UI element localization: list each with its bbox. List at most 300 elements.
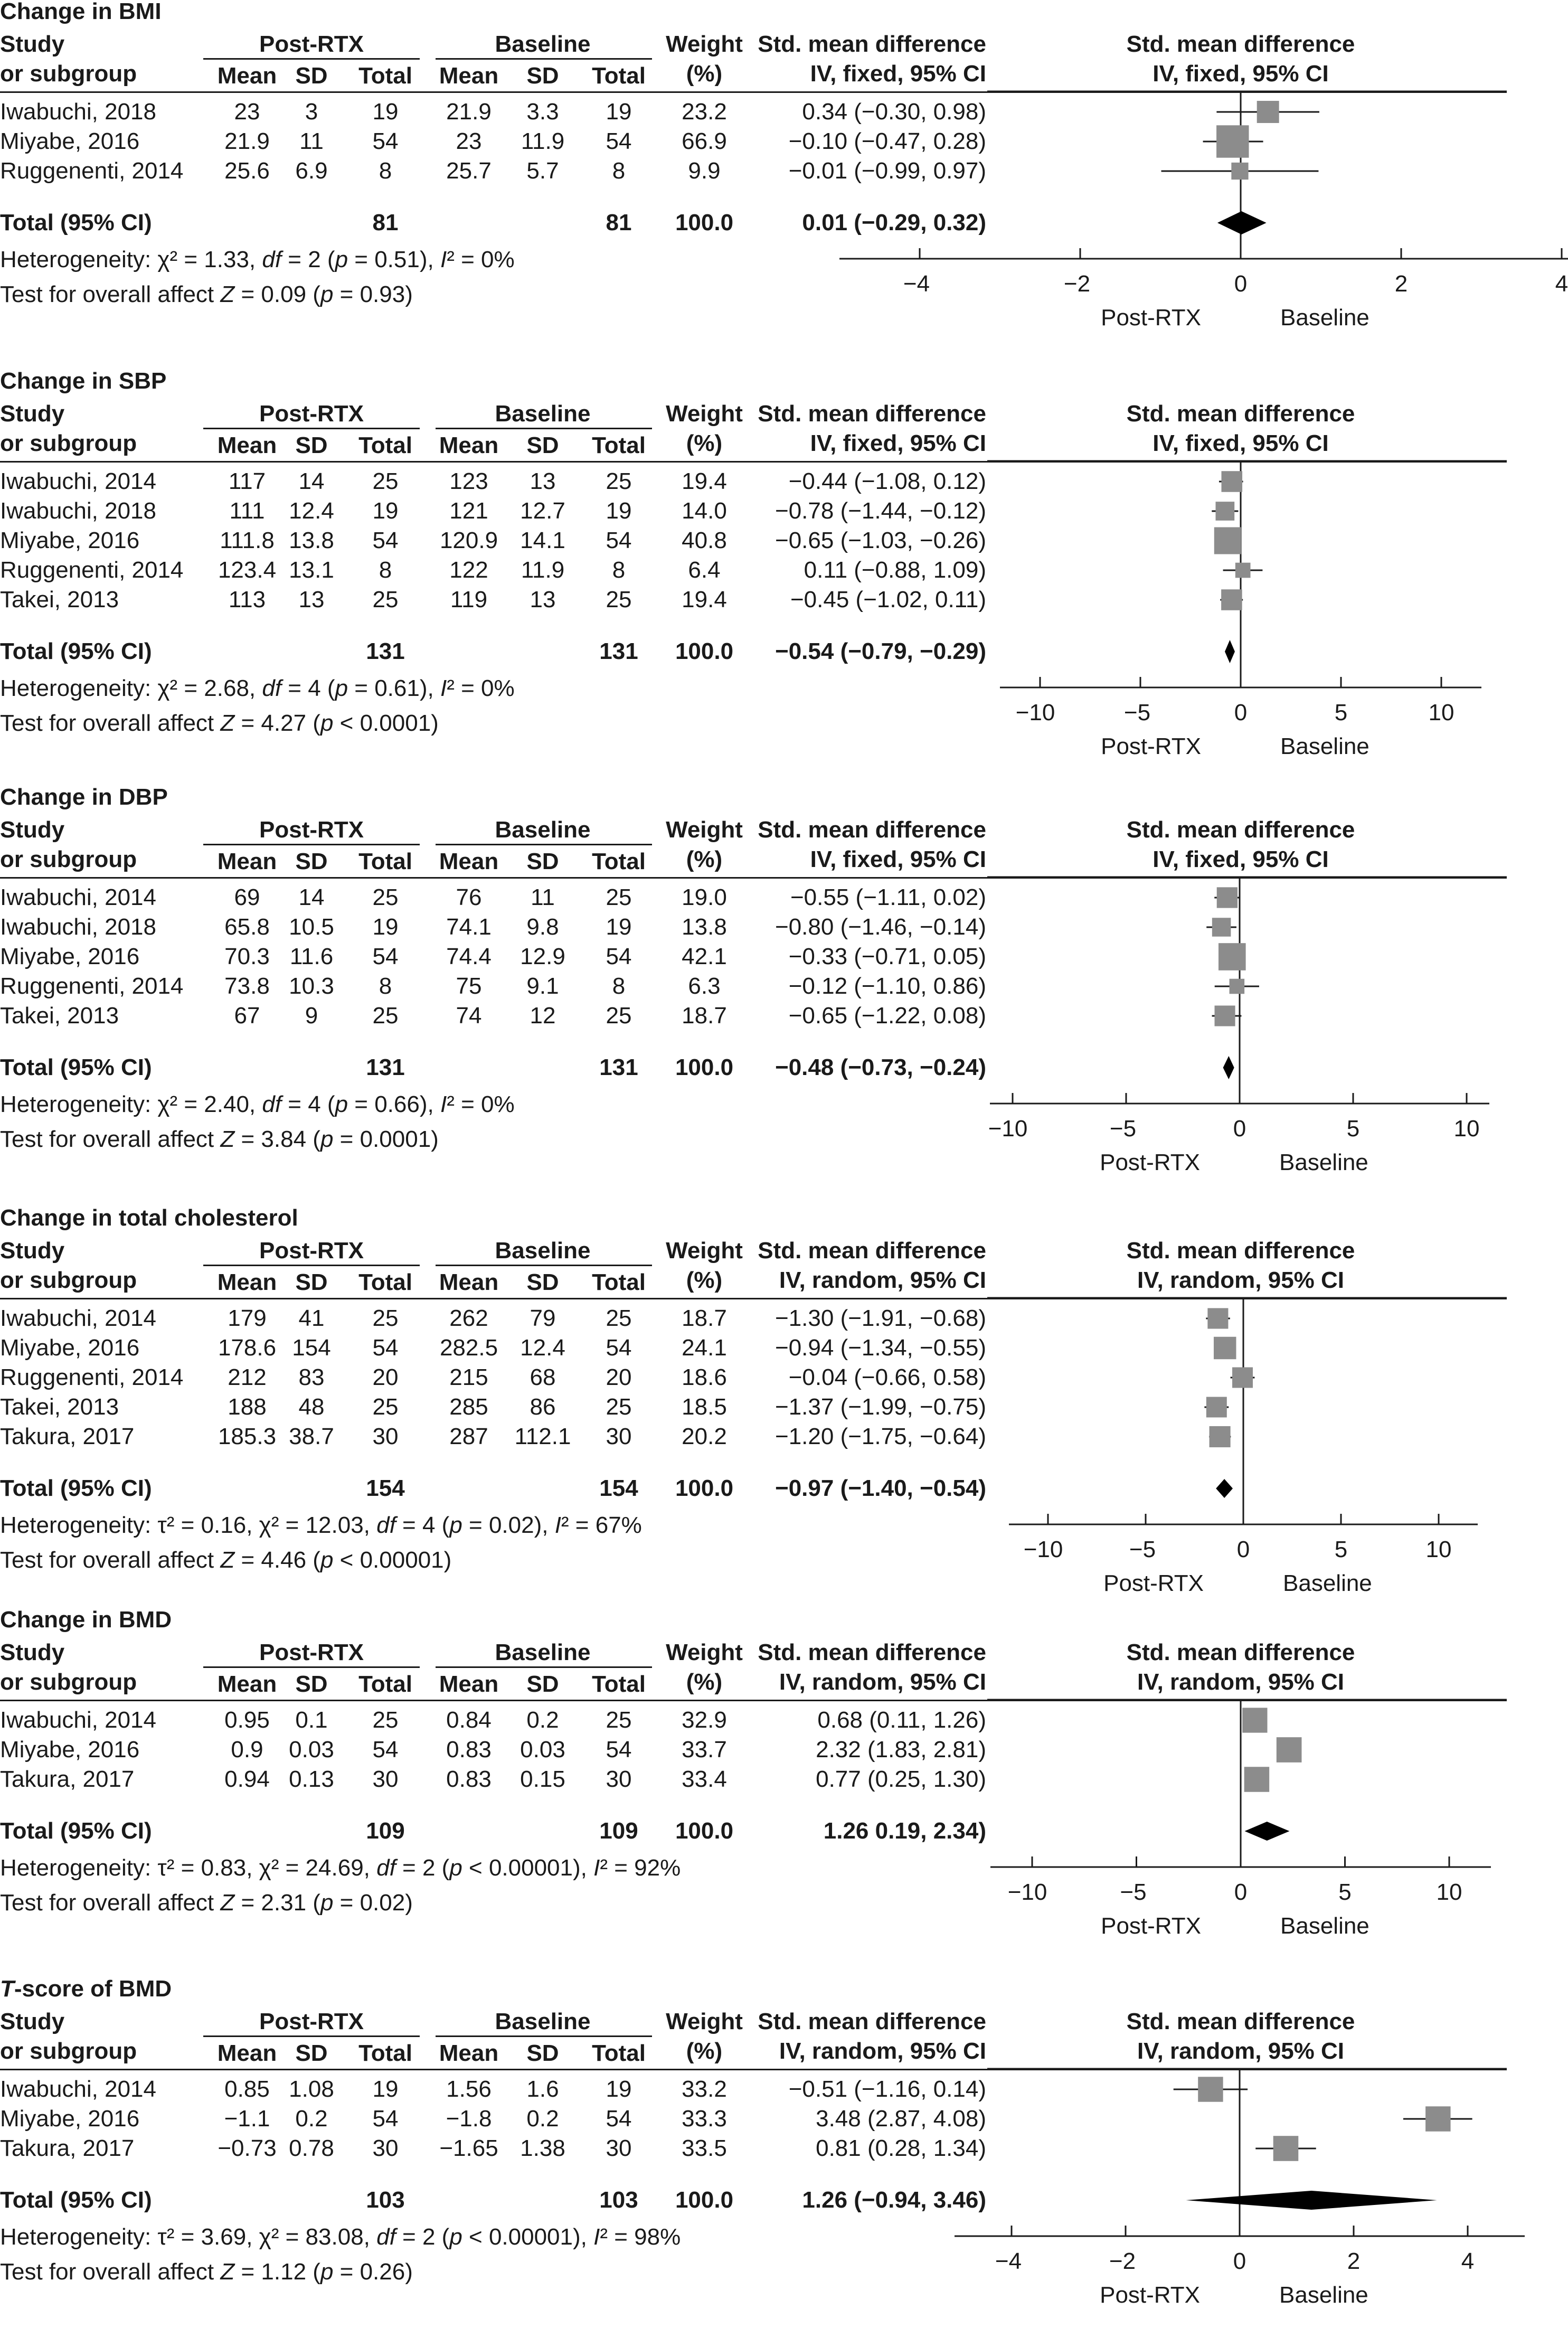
header-group1: Post-RTX <box>259 2009 364 2034</box>
header-weight: Weight <box>666 1639 743 1665</box>
x-tick-label: 5 <box>1338 1879 1352 1905</box>
forest-panel <box>0 1608 1507 1978</box>
header-ci: IV, fixed, 95% CI <box>810 61 986 87</box>
cell-total2: 25 <box>606 1003 632 1029</box>
plot-header-ci: IV, fixed, 95% CI <box>1153 430 1329 456</box>
cell-sd1: 10.3 <box>289 973 334 999</box>
heterogeneity: Heterogeneity: χ² = 2.40, df = 4 (p = 0.66), I² = 0% <box>0 1091 515 1117</box>
cell-sd1: 6.9 <box>295 158 328 184</box>
cell-sd2: 14.1 <box>520 527 565 553</box>
study-marker <box>1425 2106 1450 2131</box>
study-name: Iwabuchi, 2014 <box>0 1305 156 1331</box>
axis-label-left: Post-RTX <box>1101 1913 1201 1939</box>
x-tick-label: −10 <box>1015 700 1055 725</box>
x-tick-label: 2 <box>1347 2248 1361 2274</box>
study-marker <box>1215 1005 1235 1026</box>
cell-ci: −0.78 (−1.44, −0.12) <box>775 498 986 524</box>
study-marker <box>1232 1367 1253 1388</box>
header-total: Total <box>592 1269 646 1295</box>
axis-label-right: Baseline <box>1279 1149 1368 1175</box>
cell-mean1: −1.1 <box>224 2106 270 2132</box>
plot-header-smd: Std. mean difference <box>1126 1639 1355 1665</box>
forest-panel <box>0 1205 1507 1596</box>
cell-ci: 3.48 (2.87, 4.08) <box>816 2106 986 2132</box>
total-n2: 131 <box>599 638 638 664</box>
header-study: Study <box>0 1238 65 1264</box>
cell-mean2: 123 <box>449 468 488 494</box>
heterogeneity: Heterogeneity: χ² = 2.68, df = 4 (p = 0.61), I² = 0% <box>0 675 515 701</box>
study-marker <box>1216 125 1249 157</box>
cell-total2: 25 <box>606 1394 632 1420</box>
cell-total1: 8 <box>379 973 392 999</box>
cell-mean1: 117 <box>228 468 266 494</box>
header-weight: Weight <box>666 2009 743 2034</box>
cell-weight: 13.8 <box>682 914 727 940</box>
study-marker <box>1221 589 1242 610</box>
cell-weight: 18.6 <box>682 1364 727 1390</box>
cell-sd2: 12.4 <box>520 1335 565 1361</box>
cell-total2: 25 <box>606 587 632 612</box>
header-total: Total <box>358 63 412 89</box>
header-weight-unit: (%) <box>686 2038 723 2064</box>
header-mean: Mean <box>217 1671 277 1697</box>
cell-weight: 18.5 <box>682 1394 727 1420</box>
cell-total2: 54 <box>606 944 632 969</box>
axis-label-right: Baseline <box>1280 305 1369 331</box>
cell-mean1: 179 <box>228 1305 267 1331</box>
cell-sd2: 12 <box>530 1003 556 1029</box>
overall-effect: Test for overall affect Z = 3.84 (p = 0.0001) <box>0 1126 439 1152</box>
cell-weight: 33.2 <box>682 2076 727 2102</box>
x-tick-label: 0 <box>1233 2248 1246 2274</box>
total-weight: 100.0 <box>675 638 734 664</box>
study-marker <box>1277 1737 1302 1762</box>
header-total: Total <box>592 1671 646 1697</box>
cell-weight: 20.2 <box>682 1424 727 1449</box>
header-ci: IV, fixed, 95% CI <box>810 846 986 872</box>
cell-total2: 19 <box>606 914 632 940</box>
panel-title: Change in BMI <box>0 0 162 24</box>
study-name: Miyabe, 2016 <box>0 1335 140 1361</box>
cell-mean2: 215 <box>449 1364 488 1390</box>
x-tick-label: 2 <box>1394 271 1408 297</box>
total-ci: 0.01 (−0.29, 0.32) <box>802 210 986 235</box>
study-marker <box>1273 2136 1299 2161</box>
cell-total2: 20 <box>606 1364 632 1390</box>
header-weight-unit: (%) <box>686 1267 723 1293</box>
x-tick-label: 10 <box>1453 1116 1480 1142</box>
cell-sd1: 0.78 <box>289 2135 334 2161</box>
cell-sd2: 1.6 <box>526 2076 559 2102</box>
header-total: Total <box>358 849 412 874</box>
cell-sd1: 14 <box>298 468 325 494</box>
header-sd: SD <box>526 849 559 874</box>
x-tick-label: −5 <box>1123 700 1151 725</box>
x-tick-label: 0 <box>1234 700 1248 725</box>
cell-mean2: 285 <box>449 1394 488 1420</box>
cell-ci: −1.30 (−1.91, −0.68) <box>775 1305 986 1331</box>
total-n2: 103 <box>599 2187 638 2213</box>
header-mean: Mean <box>217 1269 277 1295</box>
cell-sd2: 12.9 <box>520 944 565 969</box>
study-marker <box>1212 918 1231 937</box>
cell-total2: 30 <box>606 1424 632 1449</box>
cell-sd1: 12.4 <box>289 498 334 524</box>
total-n2: 81 <box>606 210 632 235</box>
axis-label-left: Post-RTX <box>1101 305 1201 331</box>
total-weight: 100.0 <box>675 1054 734 1080</box>
cell-total2: 54 <box>606 1737 632 1762</box>
cell-sd2: 11 <box>531 884 555 910</box>
forest-plot-area <box>0 786 1507 1155</box>
overall-effect: Test for overall affect Z = 2.31 (p = 0.02) <box>0 1890 413 1916</box>
cell-total2: 19 <box>606 498 632 524</box>
study-name: Takura, 2017 <box>0 1766 135 1792</box>
cell-total1: 25 <box>372 1305 399 1331</box>
cell-mean2: 282.5 <box>439 1335 498 1361</box>
header-weight: Weight <box>666 401 743 427</box>
cell-total2: 25 <box>606 1305 632 1331</box>
header-sd: SD <box>526 1269 559 1295</box>
plot-header-smd: Std. mean difference <box>1126 2009 1355 2034</box>
header-mean: Mean <box>217 432 277 458</box>
study-marker <box>1222 471 1243 492</box>
forest-panel <box>0 784 1507 1175</box>
study-marker <box>1235 563 1251 578</box>
cell-mean2: 0.84 <box>446 1707 492 1733</box>
cell-total2: 25 <box>606 468 632 494</box>
cell-mean2: −1.8 <box>446 2106 492 2132</box>
cell-total1: 54 <box>372 1335 399 1361</box>
cell-mean1: −0.73 <box>218 2135 277 2161</box>
cell-total2: 19 <box>606 99 632 125</box>
heterogeneity: Heterogeneity: τ² = 3.69, χ² = 83.08, df = 2 (p < 0.00001), I² = 98% <box>0 2224 681 2250</box>
cell-total1: 25 <box>372 587 399 612</box>
cell-ci: −0.33 (−0.71, 0.05) <box>788 944 986 969</box>
header-ci: IV, random, 95% CI <box>779 1669 986 1695</box>
cell-ci: −0.51 (−1.16, 0.14) <box>788 2076 986 2102</box>
x-tick-label: 5 <box>1334 700 1348 725</box>
header-group2: Baseline <box>495 401 591 427</box>
x-tick-label: 10 <box>1436 1879 1462 1905</box>
total-n1: 81 <box>372 210 399 235</box>
x-tick-label: 10 <box>1425 1537 1452 1562</box>
cell-mean1: 185.3 <box>218 1424 277 1449</box>
header-mean: Mean <box>439 63 499 89</box>
cell-sd2: 1.38 <box>520 2135 565 2161</box>
cell-mean1: 111.8 <box>220 527 275 553</box>
cell-weight: 18.7 <box>682 1003 727 1029</box>
header-sd: SD <box>295 849 328 874</box>
study-name: Takura, 2017 <box>0 1424 135 1449</box>
study-marker <box>1198 2077 1223 2101</box>
study-marker <box>1257 101 1279 123</box>
study-marker <box>1207 1308 1228 1328</box>
cell-total2: 8 <box>612 158 626 184</box>
cell-mean1: 113 <box>228 587 266 612</box>
header-weight: Weight <box>666 817 743 843</box>
panel-title: Change in total cholesterol <box>0 1205 298 1231</box>
cell-total1: 25 <box>372 468 399 494</box>
cell-total1: 54 <box>372 527 399 553</box>
forest-panel <box>0 1977 1507 2347</box>
heterogeneity: Heterogeneity: τ² = 0.16, χ² = 12.03, df = 4 (p = 0.02), I² = 67% <box>0 1512 642 1538</box>
x-tick-label: 0 <box>1234 271 1248 297</box>
cell-mean2: 74.1 <box>446 914 492 940</box>
cell-total2: 54 <box>606 2106 632 2132</box>
study-marker <box>1244 1767 1270 1792</box>
header-smd: Std. mean difference <box>758 401 986 427</box>
cell-ci: −1.37 (−1.99, −0.75) <box>775 1394 986 1420</box>
header-total: Total <box>592 432 646 458</box>
cell-ci: −0.10 (−0.47, 0.28) <box>788 128 986 154</box>
study-name: Iwabuchi, 2014 <box>0 1707 156 1733</box>
overall-effect: Test for overall affect Z = 4.27 (p < 0.0001) <box>0 710 439 736</box>
cell-total1: 19 <box>372 498 399 524</box>
header-group1: Post-RTX <box>259 401 364 427</box>
cell-weight: 33.3 <box>682 2106 727 2132</box>
cell-sd1: 41 <box>298 1305 325 1331</box>
cell-total1: 54 <box>372 1737 399 1762</box>
panel-title: Change in SBP <box>0 368 167 394</box>
cell-mean1: 25.6 <box>224 158 270 184</box>
cell-mean2: 0.83 <box>446 1737 492 1762</box>
overall-effect: Test for overall affect Z = 4.46 (p < 0.00001) <box>0 1547 452 1573</box>
cell-weight: 32.9 <box>682 1707 727 1733</box>
header-study: Study <box>0 401 65 427</box>
x-tick-label: −5 <box>1129 1537 1156 1562</box>
cell-sd2: 0.2 <box>526 2106 559 2132</box>
header-mean: Mean <box>217 63 277 89</box>
cell-total2: 8 <box>612 557 626 583</box>
cell-sd1: 14 <box>298 884 325 910</box>
header-mean: Mean <box>217 849 277 874</box>
cell-total1: 8 <box>379 158 392 184</box>
cell-mean1: 69 <box>234 884 260 910</box>
total-label: Total (95% CI) <box>0 210 152 235</box>
forest-plot-area <box>0 370 1507 739</box>
cell-sd2: 5.7 <box>526 158 559 184</box>
forest-panel <box>0 0 1568 370</box>
cell-ci: −0.65 (−1.22, 0.08) <box>788 1003 986 1029</box>
cell-ci: −1.20 (−1.75, −0.64) <box>775 1424 986 1449</box>
header-subgroup: or subgroup <box>0 846 137 872</box>
study-name: Ruggenenti, 2014 <box>0 158 184 184</box>
total-label: Total (95% CI) <box>0 1054 152 1080</box>
pooled-diamond <box>1217 211 1267 234</box>
overall-effect: Test for overall affect Z = 0.09 (p = 0.93) <box>0 281 413 307</box>
header-sd: SD <box>526 63 559 89</box>
cell-sd1: 154 <box>292 1335 331 1361</box>
cell-mean1: 0.9 <box>231 1737 263 1762</box>
header-mean: Mean <box>439 1269 499 1295</box>
header-sd: SD <box>526 1671 559 1697</box>
study-name: Ruggenenti, 2014 <box>0 557 184 583</box>
cell-mean2: 287 <box>449 1424 488 1449</box>
pooled-diamond <box>1245 1822 1290 1841</box>
cell-sd2: 0.2 <box>526 1707 559 1733</box>
cell-ci: −0.45 (−1.02, 0.11) <box>790 587 986 612</box>
study-name: Iwabuchi, 2014 <box>0 2076 156 2102</box>
header-group1: Post-RTX <box>259 817 364 843</box>
cell-weight: 33.5 <box>682 2135 727 2161</box>
cell-weight: 42.1 <box>682 944 727 969</box>
cell-weight: 6.4 <box>688 557 721 583</box>
cell-sd1: 83 <box>298 1364 325 1390</box>
cell-mean1: 0.94 <box>224 1766 270 1792</box>
total-n2: 109 <box>599 1818 638 1844</box>
total-n1: 131 <box>366 638 405 664</box>
cell-ci: −0.01 (−0.99, 0.97) <box>788 158 986 184</box>
study-name: Takei, 2013 <box>0 1394 119 1420</box>
cell-mean2: 25.7 <box>446 158 492 184</box>
total-ci: −0.97 (−1.40, −0.54) <box>775 1475 986 1501</box>
total-ci: 1.26 (−0.94, 3.46) <box>802 2187 986 2213</box>
total-ci: −0.54 (−0.79, −0.29) <box>775 638 986 664</box>
cell-sd1: 1.08 <box>289 2076 334 2102</box>
cell-mean2: 76 <box>456 884 482 910</box>
panel-title: T-score of BMD <box>0 1976 172 2002</box>
study-marker <box>1216 502 1235 521</box>
cell-sd1: 11 <box>299 128 324 154</box>
cell-total2: 8 <box>612 973 626 999</box>
cell-mean2: 1.56 <box>446 2076 492 2102</box>
pooled-diamond <box>1186 2191 1437 2210</box>
cell-total2: 54 <box>606 527 632 553</box>
cell-total1: 8 <box>379 557 392 583</box>
cell-total2: 25 <box>606 884 632 910</box>
cell-mean2: 119 <box>450 587 488 612</box>
plot-header-ci: IV, fixed, 95% CI <box>1153 61 1329 87</box>
x-tick-label: 0 <box>1234 1879 1248 1905</box>
total-label: Total (95% CI) <box>0 638 152 664</box>
cell-mean2: 74.4 <box>446 944 492 969</box>
cell-sd1: 11.6 <box>289 944 334 969</box>
header-weight-unit: (%) <box>686 430 723 456</box>
cell-sd1: 48 <box>298 1394 325 1420</box>
header-subgroup: or subgroup <box>0 61 137 87</box>
cell-ci: −0.65 (−1.03, −0.26) <box>775 527 986 553</box>
x-tick-label: −2 <box>1063 271 1091 297</box>
header-mean: Mean <box>439 1671 499 1697</box>
cell-mean1: 111 <box>229 498 265 524</box>
header-total: Total <box>358 1671 412 1697</box>
study-name: Iwabuchi, 2018 <box>0 498 156 524</box>
cell-mean1: 0.95 <box>224 1707 270 1733</box>
cell-mean2: −1.65 <box>439 2135 498 2161</box>
cell-sd2: 86 <box>530 1394 556 1420</box>
cell-mean1: 70.3 <box>224 944 270 969</box>
plot-header-smd: Std. mean difference <box>1126 817 1355 843</box>
x-tick-label: 0 <box>1233 1116 1246 1142</box>
cell-sd1: 0.13 <box>289 1766 334 1792</box>
cell-total1: 20 <box>372 1364 399 1390</box>
cell-weight: 24.1 <box>682 1335 727 1361</box>
cell-sd2: 11.9 <box>521 128 565 154</box>
header-group2: Baseline <box>495 1238 591 1264</box>
cell-ci: 0.11 (−0.88, 1.09) <box>804 557 986 583</box>
cell-mean2: 74 <box>456 1003 482 1029</box>
x-tick-label: −5 <box>1109 1116 1137 1142</box>
cell-sd1: 13.1 <box>289 557 334 583</box>
cell-sd1: 9 <box>305 1003 318 1029</box>
study-marker <box>1210 1426 1231 1447</box>
cell-mean1: 65.8 <box>224 914 270 940</box>
cell-ci: 2.32 (1.83, 2.81) <box>816 1737 986 1762</box>
heterogeneity: Heterogeneity: τ² = 0.83, χ² = 24.69, df = 2 (p < 0.00001), I² = 92% <box>0 1855 681 1881</box>
study-name: Iwabuchi, 2014 <box>0 884 156 910</box>
study-name: Miyabe, 2016 <box>0 1737 140 1762</box>
axis-label-left: Post-RTX <box>1100 2282 1200 2308</box>
cell-mean2: 0.83 <box>446 1766 492 1792</box>
axis-label-left: Post-RTX <box>1103 1570 1204 1596</box>
cell-total1: 54 <box>372 944 399 969</box>
x-tick-label: 5 <box>1334 1537 1348 1562</box>
cell-weight: 19.4 <box>682 587 727 612</box>
header-mean: Mean <box>439 432 499 458</box>
panel-title: Change in DBP <box>0 784 168 810</box>
header-weight-unit: (%) <box>686 846 723 872</box>
cell-total2: 19 <box>606 2076 632 2102</box>
study-name: Ruggenenti, 2014 <box>0 973 184 999</box>
plot-header-ci: IV, random, 95% CI <box>1137 1669 1345 1695</box>
cell-mean1: 21.9 <box>224 128 270 154</box>
cell-mean2: 262 <box>449 1305 488 1331</box>
x-tick-label: 4 <box>1555 271 1568 297</box>
total-weight: 100.0 <box>675 210 734 235</box>
header-total: Total <box>592 63 646 89</box>
cell-sd2: 112.1 <box>514 1424 571 1449</box>
cell-ci: 0.34 (−0.30, 0.98) <box>802 99 986 125</box>
total-ci: 1.26 0.19, 2.34) <box>823 1818 986 1844</box>
pooled-diamond <box>1225 640 1235 663</box>
cell-sd2: 13 <box>530 468 556 494</box>
x-tick-label: −4 <box>903 271 930 297</box>
cell-sd1: 0.1 <box>295 1707 328 1733</box>
cell-ci: −0.44 (−1.08, 0.12) <box>788 468 986 494</box>
cell-weight: 33.4 <box>682 1766 727 1792</box>
pooled-diamond <box>1216 1479 1233 1498</box>
header-weight: Weight <box>666 1238 743 1264</box>
study-marker <box>1217 887 1238 908</box>
cell-total1: 19 <box>372 2076 399 2102</box>
cell-weight: 19.0 <box>682 884 727 910</box>
study-name: Takei, 2013 <box>0 1003 119 1029</box>
study-name: Iwabuchi, 2014 <box>0 468 156 494</box>
x-tick-label: 4 <box>1461 2248 1475 2274</box>
study-marker <box>1214 527 1241 554</box>
forest-panel <box>0 368 1507 759</box>
total-n1: 103 <box>366 2187 405 2213</box>
header-group1: Post-RTX <box>259 1238 364 1264</box>
x-tick-label: 5 <box>1346 1116 1360 1142</box>
cell-total2: 25 <box>606 1707 632 1733</box>
cell-mean1: 188 <box>228 1394 267 1420</box>
cell-sd1: 0.03 <box>289 1737 334 1762</box>
forest-plot-area <box>0 1207 1507 1576</box>
cell-sd2: 9.8 <box>526 914 559 940</box>
header-smd: Std. mean difference <box>758 1639 986 1665</box>
axis-label-left: Post-RTX <box>1101 733 1201 759</box>
cell-total2: 54 <box>606 1335 632 1361</box>
header-mean: Mean <box>439 2040 499 2066</box>
study-name: Iwabuchi, 2018 <box>0 914 156 940</box>
axis-label-right: Baseline <box>1283 1570 1372 1596</box>
cell-mean1: 0.85 <box>224 2076 270 2102</box>
total-n1: 154 <box>366 1475 405 1501</box>
header-sd: SD <box>526 2040 559 2066</box>
cell-mean2: 122 <box>449 557 488 583</box>
